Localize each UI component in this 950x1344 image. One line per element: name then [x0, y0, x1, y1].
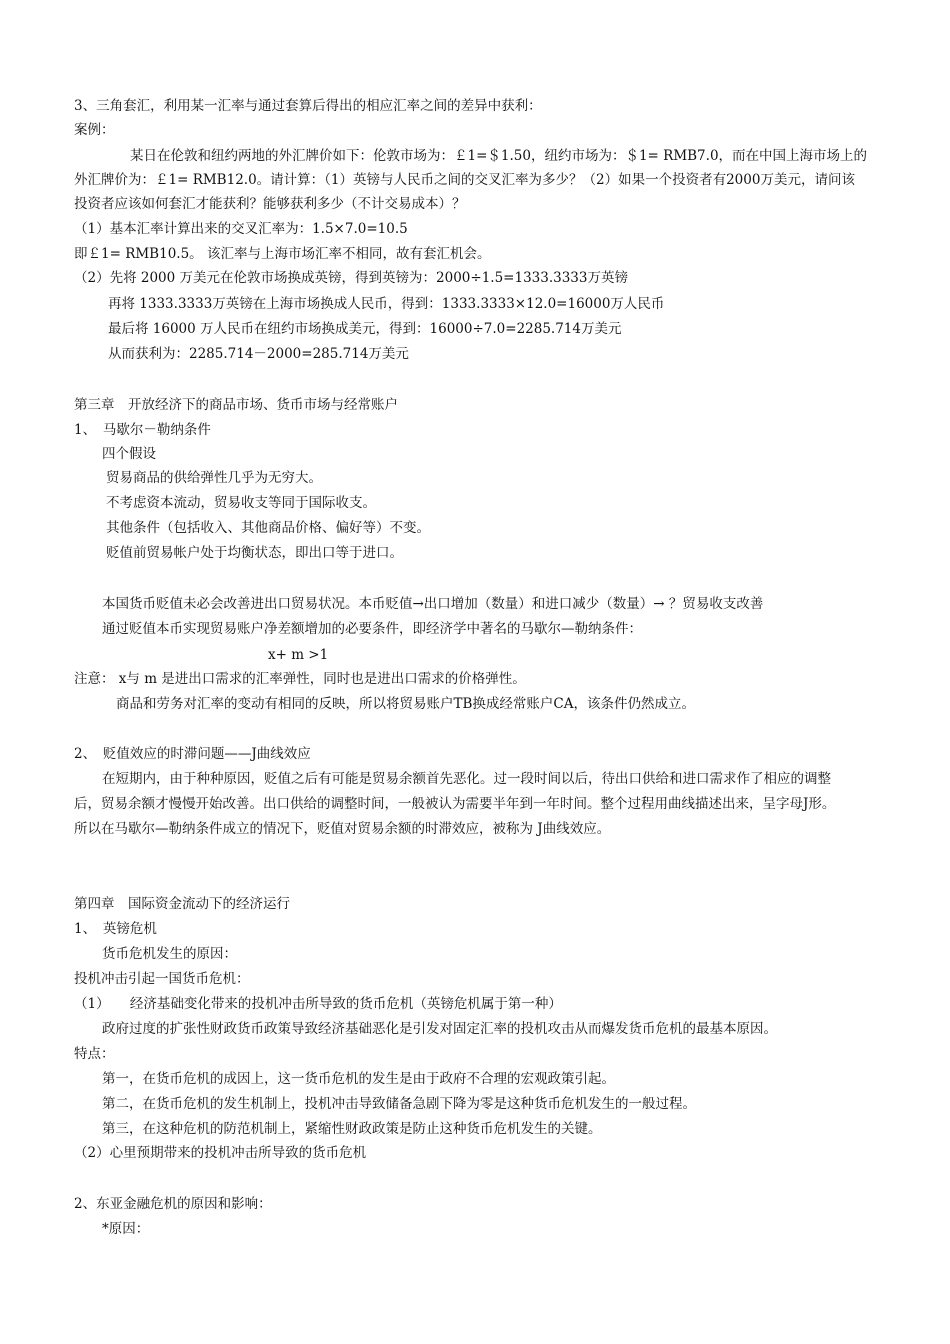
- text-line: 不考虑资本流动，贸易收支等同于国际收支。: [106, 495, 376, 511]
- text-line: 贸易商品的供给弹性几乎为无穷大。: [106, 470, 322, 486]
- text-line: 贬值前贸易帐户处于均衡状态，即出口等于进口。: [106, 545, 403, 561]
- text-line: （1）基本汇率计算出来的交叉汇率为：1.5×7.0=10.5: [74, 221, 408, 237]
- text-line: 政府过度的扩张性财政货币政策导致经济基础恶化是引发对固定汇率的投机攻击从而爆发货币危机的最基本原因。: [102, 1021, 777, 1037]
- text-line: 第四章 国际资金流动下的经济运行: [74, 896, 290, 912]
- text-line: 四个假设: [102, 446, 156, 462]
- text-line: 所以在马歇尔—勒纳条件成立的情况下，贬值对贸易余额的时滞效应，被称为 J曲线效应。: [74, 821, 611, 837]
- text-line: （2）先将 2000 万美元在伦敦市场换成英镑，得到英镑为：2000÷1.5=1333.3333万英镑: [74, 270, 628, 286]
- text-line: 投资者应该如何套汇才能获利？能够获利多少（不计交易成本）？: [74, 196, 466, 212]
- text-line: 第二，在货币危机的发生机制上，投机冲击导致储备急剧下降为零是这种货币危机发生的一般过程。: [102, 1096, 696, 1112]
- text-line: 2、 贬值效应的时滞问题——J曲线效应: [74, 746, 311, 762]
- text-line: 案例：: [74, 122, 115, 138]
- text-line: （1） 经济基础变化带来的投机冲击所导致的货币危机（英镑危机属于第一种）: [74, 996, 562, 1012]
- text-line: 第三，在这种危机的防范机制上，紧缩性财政政策是防止这种货币危机发生的关键。: [102, 1121, 602, 1137]
- text-line: 1、 马歇尔－勒纳条件: [74, 422, 211, 438]
- text-line: 注意： x与 m 是进出口需求的汇率弹性，同时也是进出口需求的价格弹性。: [74, 671, 526, 687]
- text-line: 投机冲击引起一国货币危机：: [74, 971, 250, 987]
- text-line: 在短期内，由于种种原因，贬值之后有可能是贸易余额首先恶化。过一段时间以后，待出口供给和进口需求作了相应的调整: [102, 771, 831, 787]
- text-line: 2、东亚金融危机的原因和影响：: [74, 1196, 272, 1212]
- text-line: 1、 英镑危机: [74, 921, 157, 937]
- text-line: x+ m >1: [268, 647, 329, 663]
- text-line: 从而获利为：2285.714－2000=285.714万美元: [108, 346, 409, 362]
- text-line: 通过贬值本币实现贸易账户净差额增加的必要条件，即经济学中著名的马歇尔—勒纳条件：: [102, 621, 642, 637]
- text-line: 外汇牌价为：￡1= RMB12.0。请计算：（1）英镑与人民币之间的交叉汇率为多少？（2）如果一个投资者有2000万美元，请问该: [74, 172, 855, 188]
- text-line: 某日在伦敦和纽约两地的外汇牌价如下：伦敦市场为：￡1=＄1.50，纽约市场为：＄1= RMB7.0，而在中国上海市场上的: [130, 148, 868, 164]
- text-line: *原因：: [102, 1221, 150, 1237]
- text-line: 再将 1333.3333万英镑在上海市场换成人民币，得到：1333.3333×12.0=16000万人民币: [108, 296, 665, 312]
- text-line: 本国货币贬值未必会改善进出口贸易状况。本币贬值→出口增加（数量）和进口减少（数量）→ ？贸易收支改善: [102, 596, 764, 612]
- text-line: 商品和劳务对汇率的变动有相同的反映，所以将贸易账户TB换成经常账户CA，该条件仍然成立。: [116, 696, 696, 712]
- text-line: 3、三角套汇，利用某一汇率与通过套算后得出的相应汇率之间的差异中获利：: [74, 98, 542, 114]
- text-line: 最后将 16000 万人民币在纽约市场换成美元，得到：16000÷7.0=2285.714万美元: [108, 321, 622, 337]
- text-line: 即￡1= RMB10.5。 该汇率与上海市场汇率不相同，故有套汇机会。: [74, 246, 491, 262]
- text-line: 特点：: [74, 1046, 115, 1062]
- text-line: 后，贸易余额才慢慢开始改善。出口供给的调整时间，一般被认为需要半年到一年时间。整个过程用曲线描述出来，呈字母J形。: [74, 796, 836, 812]
- text-line: 货币危机发生的原因：: [102, 946, 237, 962]
- text-line: 其他条件（包括收入、其他商品价格、偏好等）不变。: [106, 520, 430, 536]
- text-line: 第三章 开放经济下的商品市场、货币市场与经常账户: [74, 397, 398, 413]
- text-line: 第一，在货币危机的成因上，这一货币危机的发生是由于政府不合理的宏观政策引起。: [102, 1071, 615, 1087]
- text-line: （2）心里预期带来的投机冲击所导致的货币危机: [74, 1145, 367, 1161]
